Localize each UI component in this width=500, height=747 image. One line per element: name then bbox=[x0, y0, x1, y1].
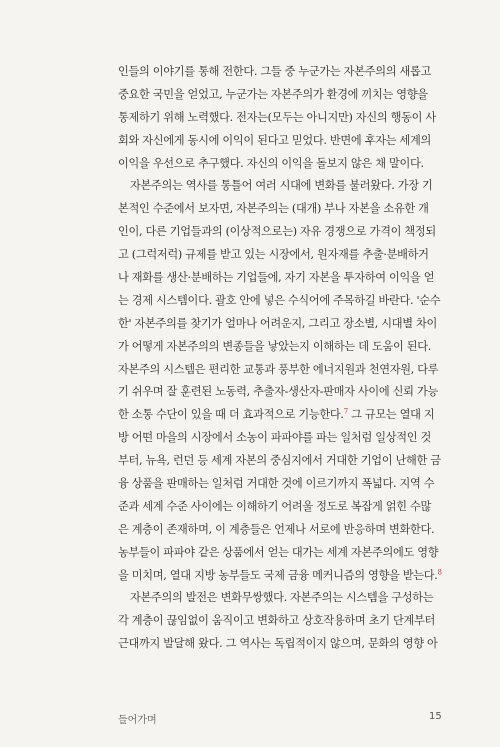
text-line: 가 어떻게 자본주의의 변종들을 낳았는지 이해하는 데 도움이 된다. bbox=[118, 339, 431, 353]
text-line: 준과 세계 수준 사이에는 이해하기 어려울 정도로 복잡게 얽힌 수많 bbox=[118, 499, 431, 513]
text-line bbox=[118, 565, 447, 588]
text-line: 자본주의 시스템은 편리한 교통과 풍부한 에너지원과 천연자원, 다루 bbox=[118, 362, 439, 376]
running-footer-section: 들어가며 bbox=[118, 715, 157, 726]
text-line: 근대까지 발달해 왔다. 그 역사는 독립적이지 않으며, 문화의 영향 아 bbox=[118, 637, 438, 651]
text-line: 기 쉬우며 잘 훈련된 노동력, 추출자-생산자-판매자 사이에 신뢰 가능 bbox=[118, 385, 438, 399]
text-line: 회와 자신에게 동시에 이익이 된다고 믿었다. 반면에 후자는 세계의 bbox=[118, 133, 431, 147]
text-line: 농부들이 파파야 같은 상품에서 얻는 대가는 세계 자본주의에도 영향 bbox=[118, 545, 439, 559]
footnote-marker: 7 bbox=[343, 407, 348, 416]
text-line: 중요한 국민을 얻었고, 누군가는 자본주의가 환경에 끼치는 영향을 bbox=[118, 87, 428, 101]
text-segment: 그 규모는 열대 지 bbox=[347, 408, 435, 422]
text-line: 부터, 뉴욕, 런던 등 세계 자본의 중심지에서 거대한 기업이 난해한 금 bbox=[118, 454, 441, 468]
text-line: 은 계층이 존재하며, 이 계층들은 언제나 서로에 반응하며 변화한다. bbox=[118, 522, 435, 536]
text-line: 고 (그럭저럭) 규제를 받고 있는 시장에서, 원자재를 추출·분배하거 bbox=[118, 248, 429, 262]
text-line: 이익을 우선으로 추구했다. 자신의 이익을 돌보지 않은 채 말이다. bbox=[118, 156, 424, 170]
text-segment: 을 미치며, 열대 지방 농부들도 국제 금융 메커니즘의 영향을 받는다. bbox=[118, 568, 438, 582]
text-line: 방 어떤 마을의 시장에서 소농이 파파야를 파는 일처럼 일상적인 것 bbox=[118, 431, 431, 445]
text-line: 자본주의의 발전은 변화무쌍했다. 자본주의는 시스템을 구성하는 bbox=[130, 591, 434, 605]
text-line: 나 재화를 생산·분배하는 기업들에, 자기 자본을 투자하여 이익을 얻 bbox=[118, 271, 435, 285]
footnote-marker: 8 bbox=[437, 567, 442, 576]
text-line: 는 경제 시스템이다. 괄호 안에 넣은 수식어에 주목하길 바란다. '순수 bbox=[118, 293, 441, 307]
text-line: 융 상품을 판매하는 일처럼 거대한 것에 이르기까지 폭넓다. 지역 수 bbox=[118, 477, 435, 491]
text-line: 본적인 수준에서 보자면, 자본주의는 (대개) 부나 자본을 소유한 개 bbox=[118, 202, 429, 216]
body-text bbox=[118, 61, 447, 656]
text-line: 통제하기 위해 노력했다. 전자는(모두는 아니지만) 자신의 행동이 사 bbox=[118, 110, 436, 124]
text-line: 한' 자본주의를 찾기가 얼마나 어려운지, 그리고 장소별, 시대별 차이 bbox=[118, 316, 438, 330]
text-segment: 한 소통 수단이 있을 때 더 효과적으로 기능한다. bbox=[118, 408, 344, 422]
text-line bbox=[118, 404, 447, 427]
text-line: 인들의 이야기를 통해 전한다. 그들 중 누군가는 자본주의의 새롭고 bbox=[118, 65, 431, 78]
text-line: 각 계층이 끊임없이 움직이고 변화하고 상호작용하며 초기 단계부터 bbox=[118, 614, 435, 628]
page-number: 15 bbox=[429, 711, 442, 722]
text-line: 인이, 다른 기업들과의 (이상적으로는) 자유 경쟁으로 가격이 책정되 bbox=[118, 225, 436, 239]
text-line: 자본주의는 역사를 통틀어 여러 시대에 변화를 불러왔다. 가장 기 bbox=[130, 179, 433, 193]
